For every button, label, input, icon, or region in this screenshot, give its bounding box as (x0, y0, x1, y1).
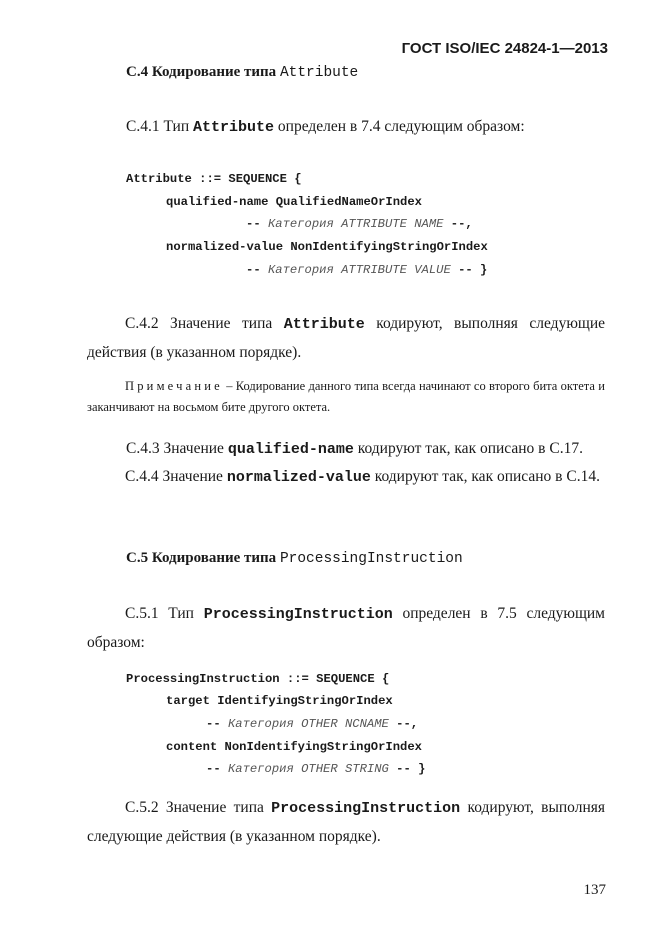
code-line: ProcessingInstruction ::= SEQUENCE { (126, 672, 390, 686)
heading-text: С.5 Кодирование типа (126, 550, 280, 566)
heading-code: ProcessingInstruction (279, 551, 463, 567)
inline-code: Attribute (193, 119, 275, 136)
code-line: Attribute ::= SEQUENCE { (126, 172, 302, 186)
section-heading-c5 (126, 550, 463, 567)
code-comment-line (206, 717, 418, 731)
code-dash: --, (388, 717, 419, 731)
paragraph-c4-4 (87, 463, 605, 492)
text: определен в 7.5 следующим образом: (87, 605, 605, 651)
code-comment: Категория OTHER STRING (227, 762, 389, 776)
inline-code: normalized-value (226, 469, 371, 486)
code-dash: -- (206, 717, 228, 731)
paragraph-c5-2 (87, 794, 605, 851)
code-line: target IdentifyingStringOrIndex (166, 694, 393, 708)
code-comment-line (246, 263, 487, 277)
code-dash: -- } (388, 762, 426, 776)
code-comment: Категория OTHER NCNAME (227, 717, 389, 731)
code-comment: Категория ATTRIBUTE VALUE (267, 263, 451, 277)
paragraph-c4-1 (126, 118, 525, 136)
page-number: 137 (583, 882, 606, 898)
paragraph-c4-3 (126, 440, 583, 458)
code-line: content NonIdentifyingStringOrIndex (166, 740, 422, 754)
paragraph-c5-1 (87, 600, 605, 657)
inline-code: ProcessingInstruction (203, 606, 393, 623)
note (87, 376, 605, 418)
text: С.5.1 Тип (125, 605, 204, 622)
code-comment: Категория ATTRIBUTE NAME (267, 217, 444, 231)
text: кодируют, выполняя следующие действия (в указанном порядке). (87, 315, 606, 361)
text: кодируют так, как описано в С.17. (353, 440, 583, 457)
text: С.4.1 Тип (126, 118, 194, 135)
code-line: normalized-value NonIdentifyingStringOrIndex (166, 240, 488, 254)
code-comment-line (246, 217, 473, 231)
heading-code: Attribute (279, 65, 359, 81)
code-dash: --, (443, 217, 473, 231)
inline-code: qualified-name (227, 441, 354, 458)
text: С.4.4 Значение (125, 468, 227, 485)
text: С.4.3 Значение (126, 440, 228, 457)
standard-header: ГОСТ ISO/IEC 24824-1—2013 (401, 40, 608, 57)
code-dash: -- (206, 762, 228, 776)
note-label: Примечание (125, 379, 223, 393)
paragraph-c4-2 (87, 310, 605, 367)
code-dash: -- } (450, 263, 488, 277)
code-line: qualified-name QualifiedNameOrIndex (166, 195, 422, 209)
text: С.4.2 Значение типа (125, 315, 284, 332)
code-dash: -- (246, 263, 268, 277)
text: определен в 7.4 следующим образом: (274, 118, 525, 135)
section-heading-c4 (126, 64, 358, 81)
code-comment-line (206, 762, 425, 776)
inline-code: Attribute (283, 316, 365, 333)
text: С.5.2 Значение типа (125, 799, 272, 816)
text: кодируют, выполняя следующие действия (в указанном порядке). (87, 799, 606, 845)
code-dash: -- (246, 217, 268, 231)
inline-code: ProcessingInstruction (271, 800, 461, 817)
heading-text: С.4 Кодирование типа (126, 64, 280, 80)
text: кодируют так, как описано в С.14. (370, 468, 600, 485)
note-text: – Кодирование данного типа всегда начинают со второго бита октета и заканчивают на восьмом бите другого октета. (87, 379, 605, 414)
